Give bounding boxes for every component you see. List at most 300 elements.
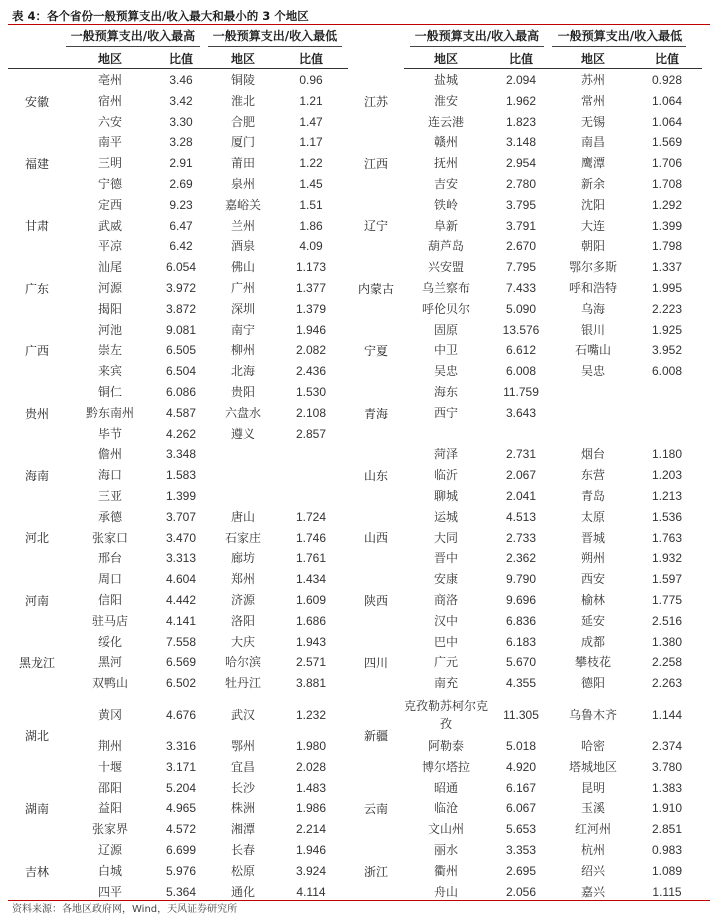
right-high-region-cell: 大同 xyxy=(433,530,458,545)
right-low-region-cell: 玉溪 xyxy=(580,801,605,816)
right-low-ratio-cell: 2.516 xyxy=(651,613,683,628)
left-low-ratio-cell: 1.483 xyxy=(295,780,327,795)
right-high-ratio-cell: 5.018 xyxy=(505,739,537,753)
left-low-ratio-cell: 2.108 xyxy=(295,405,327,420)
left-high-ratio-cell: 6.505 xyxy=(165,343,197,358)
right-low-region-cell: 新余 xyxy=(580,177,605,191)
right-low-ratio-cell: 2.851 xyxy=(651,822,683,837)
left-high-region-cell: 四平 xyxy=(97,884,122,899)
right-high-ratio-cell: 4.513 xyxy=(505,509,537,524)
right-high-ratio-cell: 3.353 xyxy=(505,843,537,857)
right-high-ratio-cell: 1.962 xyxy=(505,93,537,108)
left-high-region-cell: 双鸭山 xyxy=(91,676,128,691)
left-province-label: 甘肃 xyxy=(24,219,49,234)
left-high-region-cell: 六安 xyxy=(97,114,122,129)
right-low-region-cell: 嘉兴 xyxy=(580,884,605,899)
left-high-region-cell: 辽源 xyxy=(97,843,122,857)
left-low-ratio-cell: 1.946 xyxy=(295,843,327,857)
left-high-ratio-cell: 3.707 xyxy=(165,509,197,524)
right-low-ratio-cell: 3.952 xyxy=(651,343,683,358)
right-low-region-cell: 苏州 xyxy=(580,73,605,87)
right-province-label: 浙江 xyxy=(363,864,388,879)
right-high-ratio-cell: 3.791 xyxy=(505,218,537,233)
left-low-region-cell: 莆田 xyxy=(230,156,255,171)
left-low-ratio-cell: 1.379 xyxy=(295,301,327,316)
right-high-ratio-cell: 6.167 xyxy=(505,780,537,795)
right-low-ratio-cell: 1.337 xyxy=(651,260,683,275)
left-low-region-cell: 松原 xyxy=(230,863,255,878)
right-high-region-cell: 安康 xyxy=(433,572,458,587)
right-low-ratio-cell: 1.115 xyxy=(652,884,682,899)
left-high-region-cell: 周口 xyxy=(97,572,122,587)
left-low-region-cell: 贵阳 xyxy=(230,385,255,399)
left-high-ratio-cell: 4.141 xyxy=(165,613,197,628)
right-low-ratio-cell xyxy=(632,424,702,445)
right-low-region-cell: 延安 xyxy=(580,613,605,628)
right-low-region-cell: 杭州 xyxy=(580,843,605,857)
left-high-ratio-cell: 3.42 xyxy=(169,93,193,108)
left-low-ratio-cell: 1.434 xyxy=(295,572,327,587)
right-low-ratio-header: 比值 xyxy=(654,52,679,66)
right-high-region-cell: 中卫 xyxy=(433,343,458,358)
right-province-label: 内蒙古 xyxy=(357,281,394,296)
left-high-region-cell: 绥化 xyxy=(97,634,122,649)
left-high-region-cell: 南平 xyxy=(97,135,122,150)
left-low-region-cell: 六盘水 xyxy=(224,405,261,420)
left-low-ratio-cell: 1.45 xyxy=(299,177,323,191)
left-high-region-cell: 宿州 xyxy=(97,93,122,108)
right-low-ratio-cell xyxy=(632,403,702,424)
right-high-region-cell xyxy=(404,424,488,445)
right-low-ratio-cell: 1.708 xyxy=(651,177,683,191)
left-low-ratio-header: 比值 xyxy=(298,52,323,66)
right-header-rule xyxy=(404,68,702,69)
left-low-region-cell: 牡丹江 xyxy=(224,676,261,691)
right-high-region-cell: 吴忠 xyxy=(433,364,458,379)
left-low-region-cell: 铜陵 xyxy=(230,73,255,87)
left-low-ratio-cell: 3.881 xyxy=(295,676,327,691)
right-high-ratio-cell: 9.696 xyxy=(505,593,537,607)
left-low-ratio-cell: 2.436 xyxy=(295,364,327,379)
left-high-ratio-cell: 6.42 xyxy=(169,239,193,254)
left-low-ratio-cell: 1.22 xyxy=(299,156,323,171)
right-low-ratio-cell: 1.995 xyxy=(651,281,683,295)
right-high-ratio-cell: 1.823 xyxy=(505,114,537,129)
right-high-region-cell: 葫芦岛 xyxy=(427,239,464,254)
left-low-ratio-cell: 2.028 xyxy=(295,759,327,774)
left-low-region-cell: 洛阳 xyxy=(230,613,255,628)
left-high-ratio-cell: 3.30 xyxy=(169,114,193,129)
left-high-region-cell: 荆州 xyxy=(97,739,122,753)
right-province-label: 青海 xyxy=(363,406,388,421)
left-low-region-cell: 廊坊 xyxy=(230,551,255,566)
right-low-ratio-cell: 6.008 xyxy=(651,364,683,379)
left-low-ratio-cell: 2.571 xyxy=(295,655,327,670)
right-low-region-cell: 榆林 xyxy=(580,593,605,607)
left-high-ratio-cell: 1.399 xyxy=(165,489,197,503)
right-province-label: 宁夏 xyxy=(363,344,388,359)
left-low-ratio-cell: 1.47 xyxy=(299,114,323,129)
right-high-ratio-cell: 13.576 xyxy=(502,322,540,337)
right-low-region-cell: 太原 xyxy=(580,509,605,524)
right-high-ratio-cell: 2.780 xyxy=(505,177,537,191)
left-low-region-cell xyxy=(212,486,274,507)
left-province-label: 河南 xyxy=(24,593,49,608)
right-low-region-cell: 乌海 xyxy=(580,301,605,316)
left-province-label: 黑龙江 xyxy=(18,656,55,671)
left-low-ratio-cell: 1.761 xyxy=(295,551,327,566)
right-high-ratio-cell: 3.795 xyxy=(505,197,537,212)
left-low-ratio-cell: 0.96 xyxy=(299,73,323,87)
right-low-region-cell: 石嘴山 xyxy=(574,343,611,358)
left-low-ratio-cell xyxy=(274,444,348,465)
right-high-ratio-cell: 4.920 xyxy=(505,759,537,774)
left-province-label: 广西 xyxy=(24,344,49,359)
left-low-ratio-cell: 1.746 xyxy=(295,530,327,545)
right-low-ratio-cell: 1.203 xyxy=(651,468,683,483)
left-high-region-cell: 白城 xyxy=(97,863,122,878)
right-low-ratio-cell: 1.536 xyxy=(651,509,683,524)
left-high-ratio-cell: 3.348 xyxy=(165,447,197,462)
right-high-ratio-cell: 2.056 xyxy=(505,884,537,899)
right-high-region-cell: 商洛 xyxy=(433,593,458,607)
left-low-region-cell: 唐山 xyxy=(230,509,255,524)
left-high-ratio-cell: 6.569 xyxy=(165,655,197,670)
left-high-ratio-cell: 4.587 xyxy=(165,405,197,420)
right-low-region-cell xyxy=(554,424,632,445)
left-high-ratio-header: 比值 xyxy=(168,52,193,66)
right-low-ratio-cell: 1.089 xyxy=(651,863,683,878)
left-high-region-cell: 亳州 xyxy=(97,73,122,87)
right-low-ratio-cell: 1.213 xyxy=(651,489,683,503)
left-high-region-cell: 定西 xyxy=(97,197,122,212)
left-low-region-cell: 哈尔滨 xyxy=(224,655,261,670)
left-low-region-cell: 通化 xyxy=(230,884,255,899)
left-low-ratio-cell: 2.214 xyxy=(295,822,327,837)
right-low-ratio-cell: 1.706 xyxy=(651,156,683,171)
right-group-low-header: 一般预算支出/收入最低 xyxy=(557,29,683,43)
right-low-ratio-cell: 1.597 xyxy=(651,572,683,587)
right-low-ratio-cell: 1.064 xyxy=(651,93,683,108)
left-low-region-cell: 佛山 xyxy=(230,260,255,275)
right-low-ratio-cell: 1.925 xyxy=(651,322,683,337)
left-high-ratio-cell: 4.442 xyxy=(165,593,197,607)
right-high-region-cell: 铁岭 xyxy=(433,197,458,212)
right-high-region-cell: 晋中 xyxy=(433,551,458,566)
left-high-ratio-cell: 4.676 xyxy=(165,708,197,722)
left-high-ratio-cell: 3.171 xyxy=(165,759,197,774)
left-low-region-cell: 淮北 xyxy=(230,93,255,108)
left-high-region-cell: 平凉 xyxy=(97,239,122,254)
right-province-label: 江苏 xyxy=(363,94,388,109)
left-low-ratio-cell: 1.86 xyxy=(299,218,323,233)
right-high-region-cell: 巴中 xyxy=(433,634,458,649)
left-low-region-cell: 石家庄 xyxy=(224,530,261,545)
right-high-region-cell: 抚州 xyxy=(433,156,458,171)
right-high-region-cell: 阿勒泰 xyxy=(427,739,464,753)
right-high-ratio-cell: 7.433 xyxy=(505,281,537,295)
left-low-ratio-cell: 1.686 xyxy=(295,613,327,628)
right-low-region-cell: 南昌 xyxy=(580,135,605,150)
right-high-region-cell: 乌兰察布 xyxy=(421,281,470,295)
left-low-region-cell: 合肥 xyxy=(230,114,255,129)
right-low-region-cell: 成都 xyxy=(580,634,605,649)
left-low-region-cell: 酒泉 xyxy=(230,239,255,254)
right-low-ratio-cell: 1.569 xyxy=(651,135,683,150)
left-low-ratio-cell: 1.986 xyxy=(295,801,327,816)
right-low-region-cell: 烟台 xyxy=(580,447,605,462)
left-high-region-cell: 益阳 xyxy=(97,801,122,816)
right-high-region-cell: 聊城 xyxy=(433,489,458,503)
left-low-ratio-cell: 1.943 xyxy=(295,634,327,649)
right-low-ratio-cell: 1.380 xyxy=(651,634,683,649)
right-high-region-cell: 淮安 xyxy=(433,93,458,108)
left-low-ratio-cell: 1.232 xyxy=(295,708,327,722)
table-title: 表 4：各个省份一般预算支出/收入最大和最小的 3 个地区 xyxy=(12,9,309,23)
right-low-region-cell: 常州 xyxy=(580,93,605,108)
right-high-ratio-cell: 3.643 xyxy=(505,405,537,420)
right-low-ratio-cell xyxy=(632,382,702,403)
left-low-ratio-cell: 2.857 xyxy=(295,426,327,441)
top-rule xyxy=(8,24,710,25)
left-low-region-cell: 北海 xyxy=(230,364,255,379)
left-high-region-cell: 武威 xyxy=(97,218,122,233)
right-high-ratio-cell: 2.695 xyxy=(505,863,537,878)
left-low-region-cell: 湘潭 xyxy=(230,822,255,837)
left-high-region-cell: 邵阳 xyxy=(97,780,122,795)
left-high-ratio-cell: 2.91 xyxy=(169,156,193,171)
right-low-region-cell: 绍兴 xyxy=(580,863,605,878)
right-low-ratio-cell: 1.292 xyxy=(651,197,683,212)
right-low-region-cell: 银川 xyxy=(580,322,605,337)
right-high-ratio-cell: 6.612 xyxy=(505,343,537,358)
right-low-region-cell: 无锡 xyxy=(580,114,605,129)
left-high-region-cell: 宁德 xyxy=(97,177,122,191)
left-high-ratio-cell: 6.504 xyxy=(165,364,197,379)
right-low-region-cell: 朝阳 xyxy=(580,239,605,254)
right-low-ratio-cell: 1.144 xyxy=(651,708,683,722)
left-low-ratio-cell: 4.114 xyxy=(296,884,326,899)
right-high-region-cell: 汉中 xyxy=(433,613,458,628)
right-high-ratio-cell: 2.954 xyxy=(505,156,537,171)
right-low-ratio-cell: 1.798 xyxy=(651,239,683,254)
left-high-ratio-cell: 2.69 xyxy=(169,177,193,191)
left-high-ratio-cell: 3.28 xyxy=(169,135,193,150)
right-high-region-cell: 舟山 xyxy=(433,884,458,899)
left-high-region-cell: 来宾 xyxy=(97,364,122,379)
left-low-ratio-cell: 4.09 xyxy=(299,239,323,254)
right-high-region-cell: 临沂 xyxy=(433,468,458,483)
right-high-region-cell: 吉安 xyxy=(433,177,458,191)
right-low-region-cell: 呼和浩特 xyxy=(568,281,617,295)
right-low-region-cell: 西安 xyxy=(580,572,605,587)
right-high-region-cell: 文山州 xyxy=(427,822,464,837)
right-low-region-cell: 鄂尔多斯 xyxy=(568,260,617,275)
right-high-region-cell: 连云港 xyxy=(427,114,464,129)
right-high-ratio-cell: 6.067 xyxy=(505,801,537,816)
left-high-ratio-cell: 6.47 xyxy=(169,218,193,233)
right-high-region-cell: 南充 xyxy=(433,676,458,691)
right-low-ratio-cell: 2.374 xyxy=(651,739,683,753)
right-high-ratio-cell: 6.836 xyxy=(505,613,537,628)
right-low-region-cell xyxy=(554,403,632,424)
left-high-ratio-cell: 5.976 xyxy=(165,863,197,878)
right-high-region-header: 地区 xyxy=(433,52,458,66)
right-low-region-cell: 朔州 xyxy=(580,551,605,566)
right-high-region-cell: 兴安盟 xyxy=(427,260,464,275)
right-high-ratio-cell: 6.183 xyxy=(505,634,537,649)
left-high-region-cell: 三亚 xyxy=(97,489,122,503)
right-province-label: 陕西 xyxy=(363,593,388,608)
right-high-ratio-cell: 5.090 xyxy=(505,301,537,316)
right-low-ratio-cell: 0.928 xyxy=(651,73,683,87)
left-high-region-cell: 儋州 xyxy=(97,447,122,462)
left-high-ratio-cell: 3.470 xyxy=(165,530,197,545)
right-low-region-cell: 红河州 xyxy=(574,822,611,837)
source-note: 资料来源：各地区政府网，Wind，天风证券研究所 xyxy=(12,904,238,915)
right-low-region-cell: 大连 xyxy=(580,218,605,233)
right-high-region-cell: 阜新 xyxy=(433,218,458,233)
right-high-region-cell: 衢州 xyxy=(433,863,458,878)
right-high-region-cell: 固原 xyxy=(433,322,458,337)
right-high-region-cell: 赣州 xyxy=(433,135,458,150)
right-high-region-cell: 昭通 xyxy=(433,780,458,795)
left-high-region-cell: 驻马店 xyxy=(91,613,128,628)
left-high-region-cell: 河源 xyxy=(97,281,122,295)
left-group-low-header: 一般预算支出/收入最低 xyxy=(212,29,338,43)
right-province-label: 辽宁 xyxy=(363,219,388,234)
left-low-region-cell xyxy=(212,444,274,465)
left-low-ratio-cell: 1.946 xyxy=(295,322,327,337)
right-group-high-header: 一般预算支出/收入最高 xyxy=(414,29,540,43)
right-high-region-cell: 盐城 xyxy=(433,73,458,87)
right-high-region-cell: 临沧 xyxy=(433,801,458,816)
right-high-ratio-cell xyxy=(488,424,554,445)
left-province-label: 贵州 xyxy=(24,406,49,421)
right-low-region-cell: 昆明 xyxy=(580,780,605,795)
left-low-region-cell: 兰州 xyxy=(230,218,255,233)
left-low-ratio-cell: 1.530 xyxy=(295,385,327,399)
left-low-ratio-cell: 1.173 xyxy=(295,260,327,275)
bottom-rule xyxy=(8,900,710,901)
right-high-ratio-cell: 11.759 xyxy=(503,385,539,399)
left-low-region-cell: 广州 xyxy=(230,281,255,295)
left-high-region-cell: 河池 xyxy=(97,322,122,337)
left-low-region-cell: 南宁 xyxy=(230,322,255,337)
left-high-ratio-cell: 5.364 xyxy=(165,884,197,899)
left-low-region-cell: 嘉峪关 xyxy=(224,197,261,212)
left-low-ratio-cell: 1.17 xyxy=(299,135,323,150)
right-low-region-header: 地区 xyxy=(580,52,605,66)
left-high-region-cell: 信阳 xyxy=(97,593,122,607)
left-high-region-cell: 崇左 xyxy=(97,343,122,358)
right-high-ratio-cell: 2.362 xyxy=(505,551,537,566)
right-low-region-cell: 乌鲁木齐 xyxy=(568,708,617,722)
right-high-ratio-cell: 2.670 xyxy=(505,239,537,254)
left-high-region-cell: 海口 xyxy=(97,468,122,483)
right-high-ratio-cell: 7.795 xyxy=(505,260,537,275)
right-low-ratio-cell: 1.910 xyxy=(651,801,683,816)
right-low-region-cell: 沈阳 xyxy=(580,197,605,212)
right-province-label: 四川 xyxy=(363,656,388,671)
left-low-region-cell: 深圳 xyxy=(230,301,255,316)
right-low-region-cell: 青岛 xyxy=(580,489,605,503)
right-low-region-cell: 攀枝花 xyxy=(574,655,611,670)
right-low-ratio-cell: 0.983 xyxy=(651,843,683,857)
right-high-region-cell: 广元 xyxy=(433,655,458,670)
left-low-ratio-cell: 1.980 xyxy=(295,739,327,753)
left-low-ratio-cell: 1.51 xyxy=(299,197,323,212)
right-low-region-cell: 晋城 xyxy=(580,530,605,545)
right-high-ratio-cell: 2.094 xyxy=(505,73,537,87)
left-high-ratio-cell: 6.054 xyxy=(165,260,197,275)
right-low-ratio-cell: 2.263 xyxy=(651,676,683,691)
right-low-ratio-cell: 3.780 xyxy=(651,759,683,774)
left-high-region-cell: 黄冈 xyxy=(97,708,122,722)
right-low-ratio-cell: 1.763 xyxy=(651,530,683,545)
right-high-ratio-cell: 4.355 xyxy=(505,676,537,691)
right-high-ratio-cell: 2.067 xyxy=(505,468,537,483)
left-province-label: 河北 xyxy=(24,531,49,546)
left-high-region-cell: 张家口 xyxy=(91,530,128,545)
left-high-region-cell: 毕节 xyxy=(97,426,122,441)
left-low-ratio-cell: 1.377 xyxy=(295,281,327,295)
left-low-region-cell: 宜昌 xyxy=(230,759,255,774)
right-high-ratio-cell: 11.305 xyxy=(503,708,539,722)
left-low-region-cell: 株洲 xyxy=(230,801,255,816)
left-high-region-cell: 汕尾 xyxy=(97,260,122,275)
left-high-ratio-cell: 9.23 xyxy=(169,197,193,212)
right-low-ratio-cell: 1.064 xyxy=(651,114,683,129)
left-low-region-cell: 郑州 xyxy=(230,572,255,587)
left-low-ratio-cell: 1.724 xyxy=(295,509,327,524)
left-high-ratio-cell: 3.313 xyxy=(165,551,197,566)
right-high-ratio-cell: 5.670 xyxy=(505,655,537,670)
left-low-region-cell xyxy=(212,465,274,486)
left-high-ratio-cell: 6.502 xyxy=(165,676,197,691)
right-low-region-cell: 哈密 xyxy=(580,739,605,753)
left-low-ratio-cell: 2.082 xyxy=(295,343,327,358)
left-high-region-cell: 邢台 xyxy=(97,551,122,566)
left-high-ratio-cell: 3.872 xyxy=(165,301,197,316)
left-group-high-header: 一般预算支出/收入最高 xyxy=(70,29,196,43)
right-high-ratio-cell: 3.148 xyxy=(505,135,537,150)
right-high-region-cell: 丽水 xyxy=(433,843,458,857)
left-province-label: 湖南 xyxy=(24,802,49,817)
left-high-ratio-cell: 3.46 xyxy=(169,73,193,87)
left-high-region-header: 地区 xyxy=(97,52,122,66)
left-low-region-cell: 泉州 xyxy=(230,177,255,191)
left-low-region-cell: 厦门 xyxy=(230,135,255,150)
right-province-label: 云南 xyxy=(363,802,388,817)
right-high-ratio-cell: 2.733 xyxy=(505,530,537,545)
right-high-ratio-header: 比值 xyxy=(508,52,533,66)
right-low-ratio-cell: 2.223 xyxy=(651,301,683,316)
left-high-region-cell: 三明 xyxy=(97,156,122,171)
left-province-label: 吉林 xyxy=(24,864,49,879)
left-low-ratio-cell: 3.924 xyxy=(295,863,327,878)
right-low-region-cell xyxy=(554,382,632,403)
left-high-region-cell: 十堰 xyxy=(97,759,122,774)
right-group-low-underline xyxy=(552,46,686,47)
right-low-ratio-cell: 1.180 xyxy=(651,447,683,462)
right-low-ratio-cell: 2.258 xyxy=(651,655,683,670)
left-low-region-cell: 长沙 xyxy=(230,780,255,795)
left-high-ratio-cell: 9.081 xyxy=(165,322,197,337)
left-high-ratio-cell: 1.583 xyxy=(165,468,197,483)
left-low-region-header: 地区 xyxy=(230,52,255,66)
right-high-region-cell: 运城 xyxy=(433,509,458,524)
